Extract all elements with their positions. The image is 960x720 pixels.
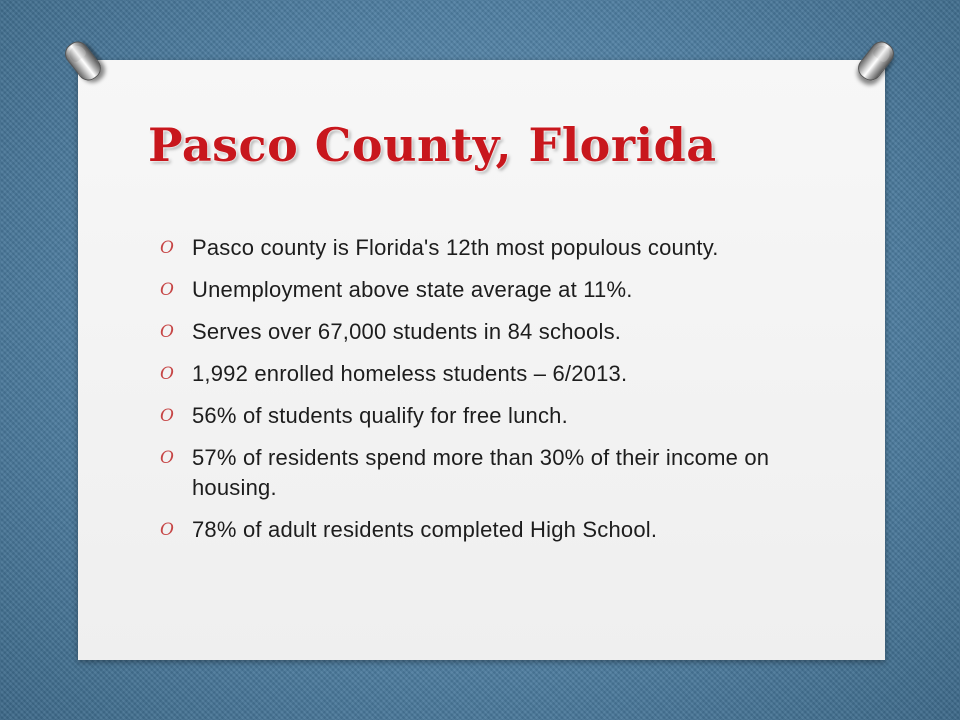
bullet-marker-icon: O: [160, 520, 175, 540]
bullet-marker-icon: O: [160, 364, 175, 384]
bullet-item: [160, 275, 800, 305]
bullet-item: [160, 317, 800, 347]
bullet-marker-icon: O: [160, 280, 175, 300]
bullet-text: 1,992 enrolled homeless students – 6/2013.: [192, 361, 628, 386]
slide-title: Pasco County, Florida: [148, 118, 717, 172]
bullet-text: 78% of adult residents completed High School.: [192, 517, 658, 542]
bullet-item: [160, 359, 800, 389]
bullet-item: [160, 515, 800, 545]
bullet-item: [160, 233, 800, 263]
bullet-text: Unemployment above state average at 11%.: [192, 277, 633, 302]
bullet-marker-icon: O: [160, 448, 175, 468]
bullet-marker-icon: O: [160, 238, 175, 258]
bullet-marker-icon: O: [160, 406, 175, 426]
bullet-item: [160, 443, 800, 503]
bullet-list: [160, 233, 800, 557]
bullet-text: 57% of residents spend more than 30% of their income on housing.: [192, 445, 770, 500]
bullet-item: [160, 401, 800, 431]
bullet-text: Pasco county is Florida's 12th most populous county.: [192, 235, 719, 260]
bullet-marker-icon: O: [160, 322, 175, 342]
bullet-text: 56% of students qualify for free lunch.: [192, 403, 568, 428]
bullet-text: Serves over 67,000 students in 84 schools.: [192, 319, 622, 344]
